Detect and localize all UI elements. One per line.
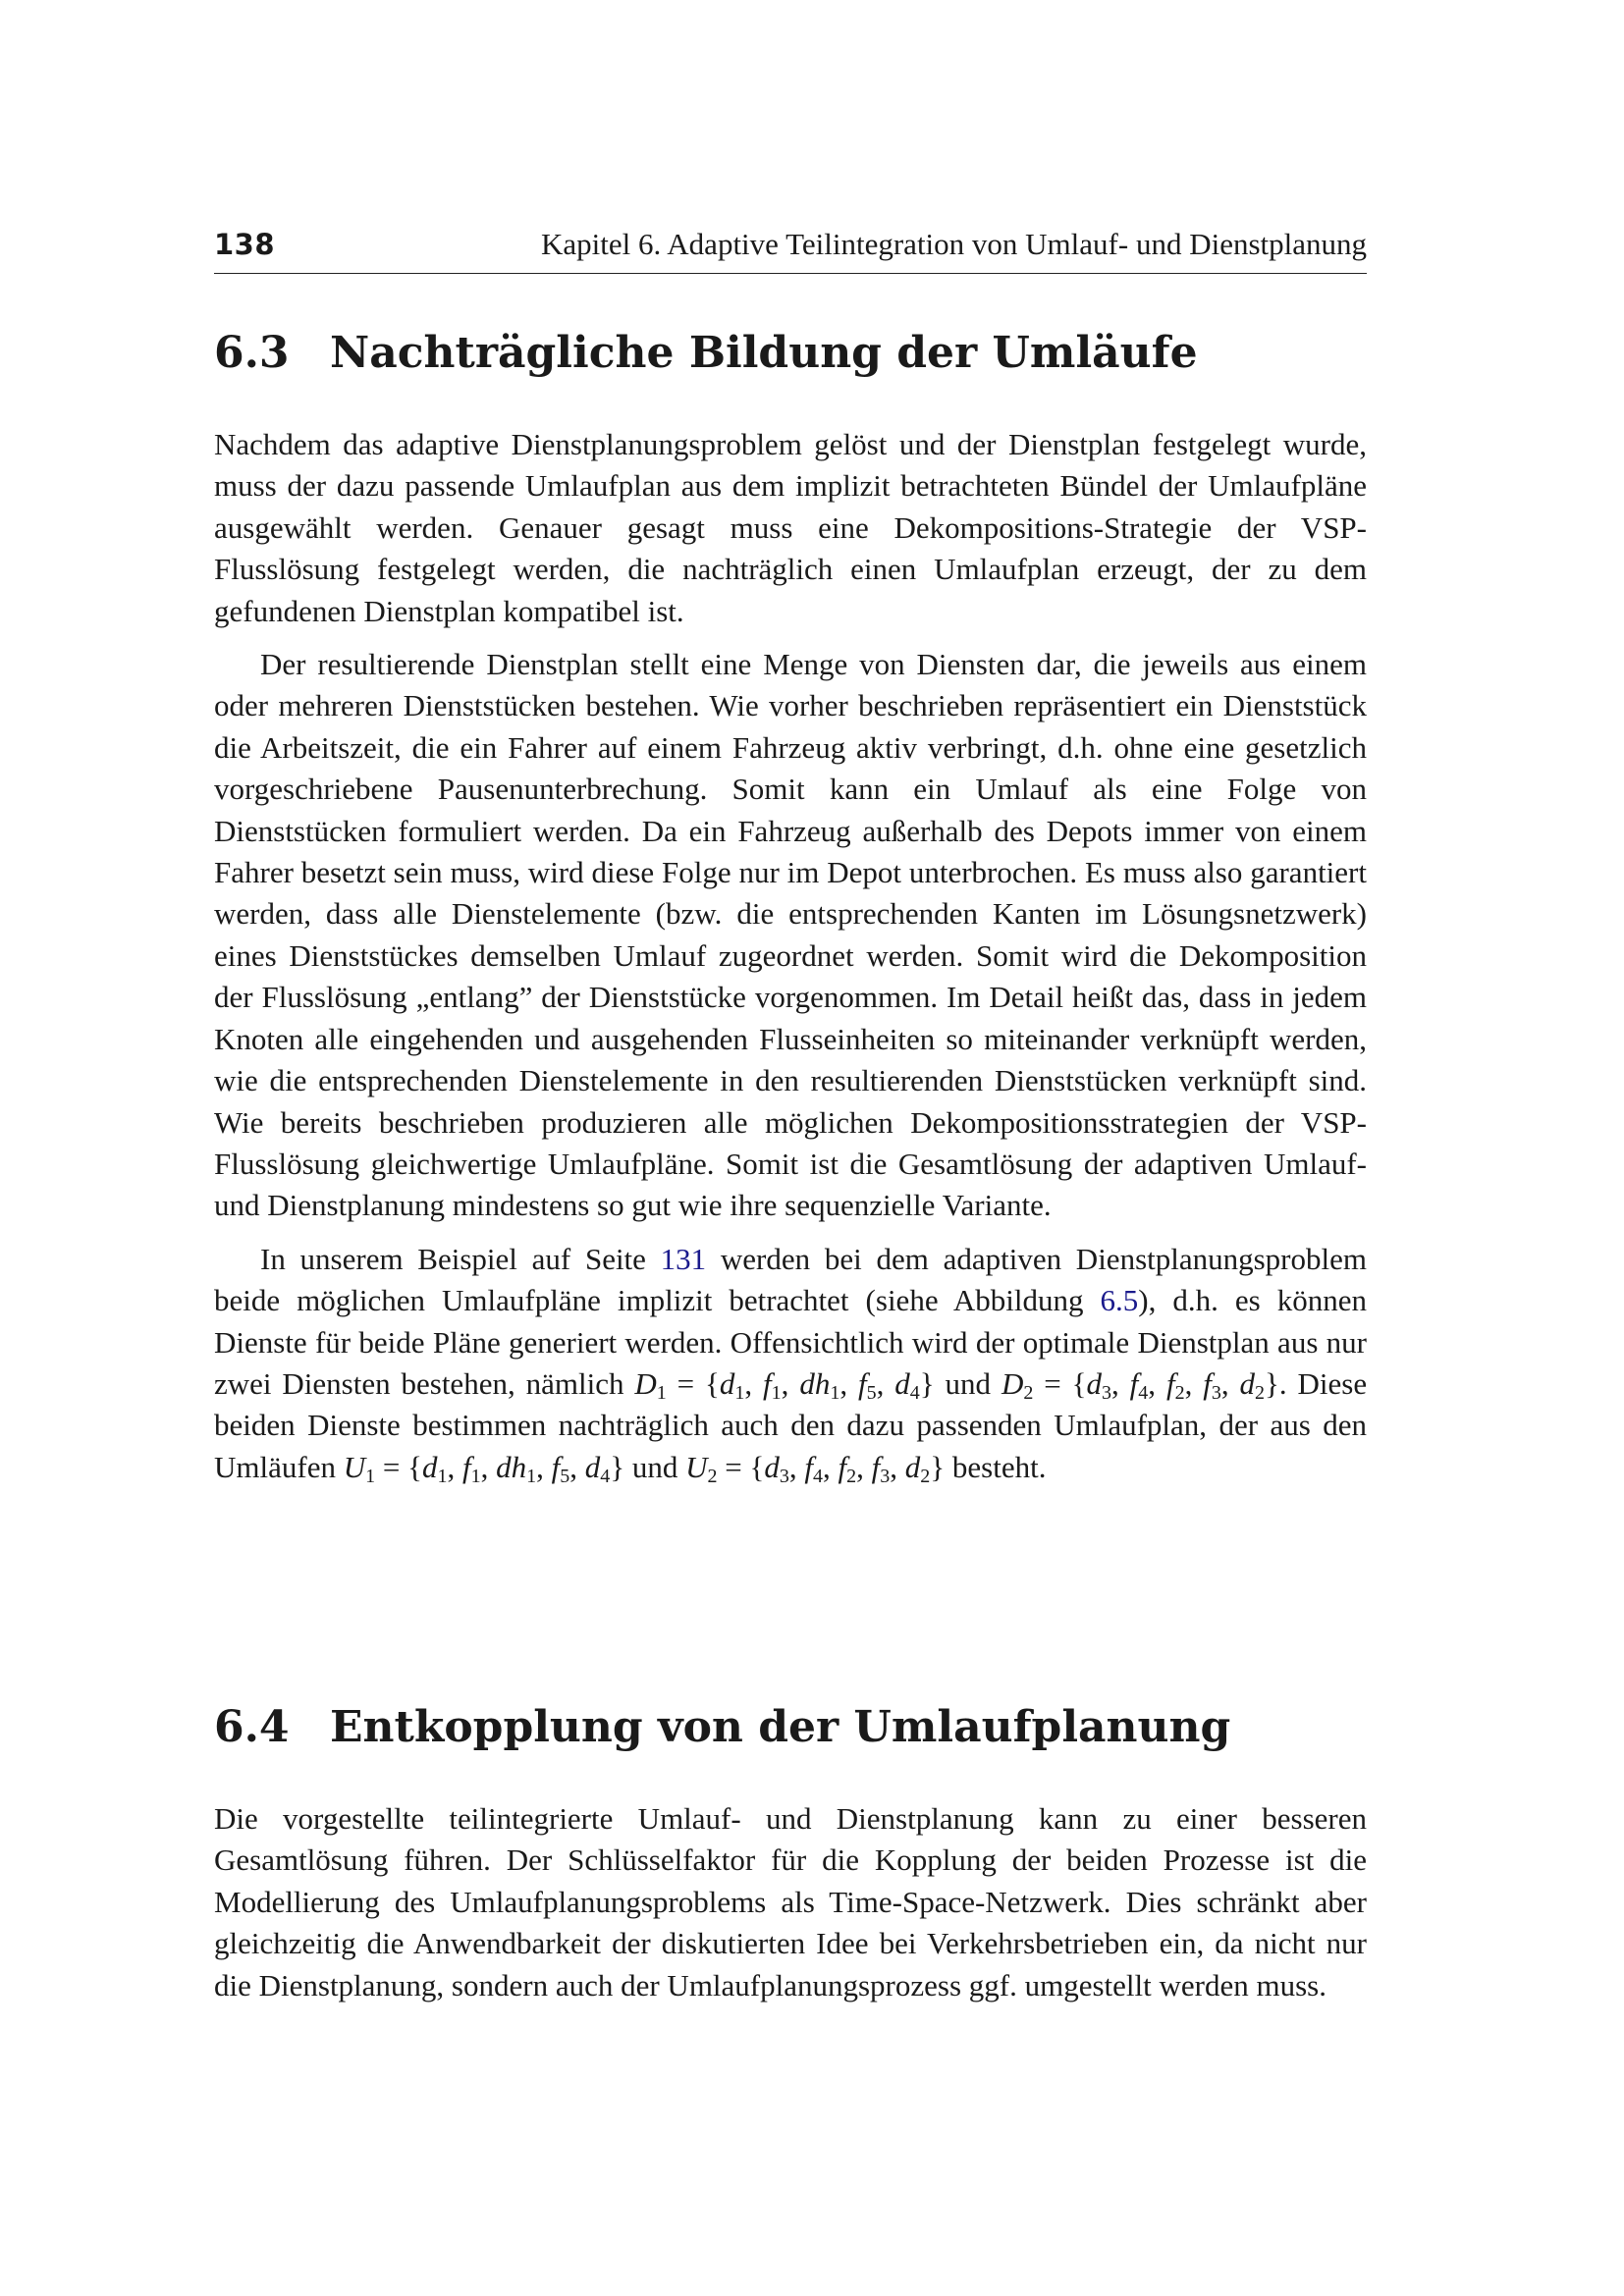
math-duty-2: $D_2 = \{d_3$, $f_4$, $f_2$, $f_3$, $d_2$}: [1001, 1365, 1279, 1404]
section-heading: [214, 1698, 1367, 1757]
section-6-3: [214, 324, 1367, 383]
paragraph: Die vorgestellte teilintegrierte Umlauf- und Dienstplanung kann zu einer besseren Gesamtlösung führen. Der Schlüsselfaktor für die Kopplung der beiden Prozesse ist die Modellierung des Umlaufplanungsproblems als Time-Space-Netzwerk. Dies schränkt aber gleichzeitig die Anwendbarkeit der diskutierten Idee bei Verkehrsbetrieben ein, da nicht nur die Dienstplanung, sondern auch der Umlaufplanungsprozess ggf. umgestellt werden muss.: [214, 1801, 1367, 2002]
math-block-1: $U_1 = \{d_1$, $f_1$, $dh_1$, $f_5$, $d_4$}: [343, 1449, 625, 1487]
section-6-4-body: [214, 1798, 1367, 2006]
section-number: 6.4: [214, 1702, 290, 1752]
page-reference-link[interactable]: 131: [660, 1241, 707, 1276]
paragraph: Der resultierende Dienstplan stellt eine Menge von Diensten dar, die jeweils aus einem oder mehreren Dienststücken bestehen. Wie vorher beschrieben repräsentiert ein Dienststück die Arbeitszeit, die ein Fahrer auf einem Fahrzeug aktiv verbringt, d.h. ohne eine gesetzlich vorgeschriebene Pausenunterbrechung. Somit kann ein Umlauf als eine Folge von Dienststücken formuliert werden. Da ein Fahrzeug außerhalb des Depots immer von einem Fahrer besetzt sein muss, wird diese Folge nur im Depot unterbrochen. Es muss also garantiert werden, dass alle Dienstelemente (bzw. die entsprechenden Kanten im Lösungsnetzwerk) eines Dienststückes demselben Umlauf zugeordnet werden. Somit wird die Dekomposition der Flusslösung „entlang” der Dienststücke vorgenommen. Im Detail heißt das, dass in jedem Knoten alle eingehenden und ausgehenden Flusseinheiten so miteinander verknüpft werden, wie die entsprechenden Dienstelemente in den resultierenden Dienststücken verknüpft sind. Wie bereits beschrieben produzieren alle möglichen Dekompositionsstrategien der VSP-Flusslösung gleichwertige Umlaufpläne. Somit ist die Gesamtlösung der adaptiven Umlauf- und Dienstplanung mindestens so gut wie ihre sequenzielle Variante.: [214, 647, 1367, 1223]
section-number: 6.3: [214, 328, 290, 378]
section-title: Entkopplung von der Umlaufplanung: [330, 1702, 1231, 1752]
section-title: Nachträgliche Bildung der Umläufe: [330, 328, 1198, 378]
example-paragraph: In unserem Beispiel auf Seite 131 werden bei dem adaptiven Dienstplanungsproblem beide möglichen Umlaufpläne implizit betrachtet (siehe Abbildung 6.5), d.h. es können Dienste für beide Pläne generiert werden. Offensichtlich wird der optimale Dienstplan aus nur zwei Diensten bestehen, nämlich $D_1 = \{d_1$, $f_1$, $dh_1$, $f_5$, $d_4$} und $D_2 = \{d_3$, $f_4$, $f_2$, $f_3$, $d_2$}. Diese beiden Dienste bestimmen nachträglich auch den dazu passenden Umlaufplan, der aus den Umläufen $U_1 = \{d_1$, $f_1$, $dh_1$, $f_5$, $d_4$} und $U_2 = \{d_3$, $f_4$, $f_2$, $f_3$, $d_2$} besteht.: [214, 1241, 1368, 1487]
section-6-3-body: [214, 424, 1367, 1488]
page-number: 138: [214, 228, 276, 261]
section-6-4: [214, 1698, 1367, 1757]
section-heading: [214, 324, 1367, 383]
running-header: [214, 224, 1367, 274]
running-head: Kapitel 6. Adaptive Teilintegration von Umlauf- und Dienstplanung: [541, 227, 1367, 261]
paragraph: Nachdem das adaptive Dienstplanungsproblem gelöst und der Dienstplan festgelegt wurde, muss der dazu passende Umlaufplan aus dem implizit betrachteten Bündel der Umlaufpläne ausgewählt werden. Genauer gesagt muss eine Dekompositions-Strategie der VSP-Flusslösung festgelegt werden, die nachträglich einen Umlaufplan erzeugt, der zu dem gefundenen Dienstplan kompatibel ist.: [214, 427, 1367, 628]
math-block-2: $U_2 = \{d_3$, $f_4$, $f_2$, $f_3$, $d_2$}: [685, 1449, 946, 1487]
figure-reference-link[interactable]: 6.5: [1100, 1283, 1139, 1318]
math-duty-1: $D_1 = \{d_1$, $f_1$, $dh_1$, $f_5$, $d_4$}: [634, 1365, 935, 1404]
